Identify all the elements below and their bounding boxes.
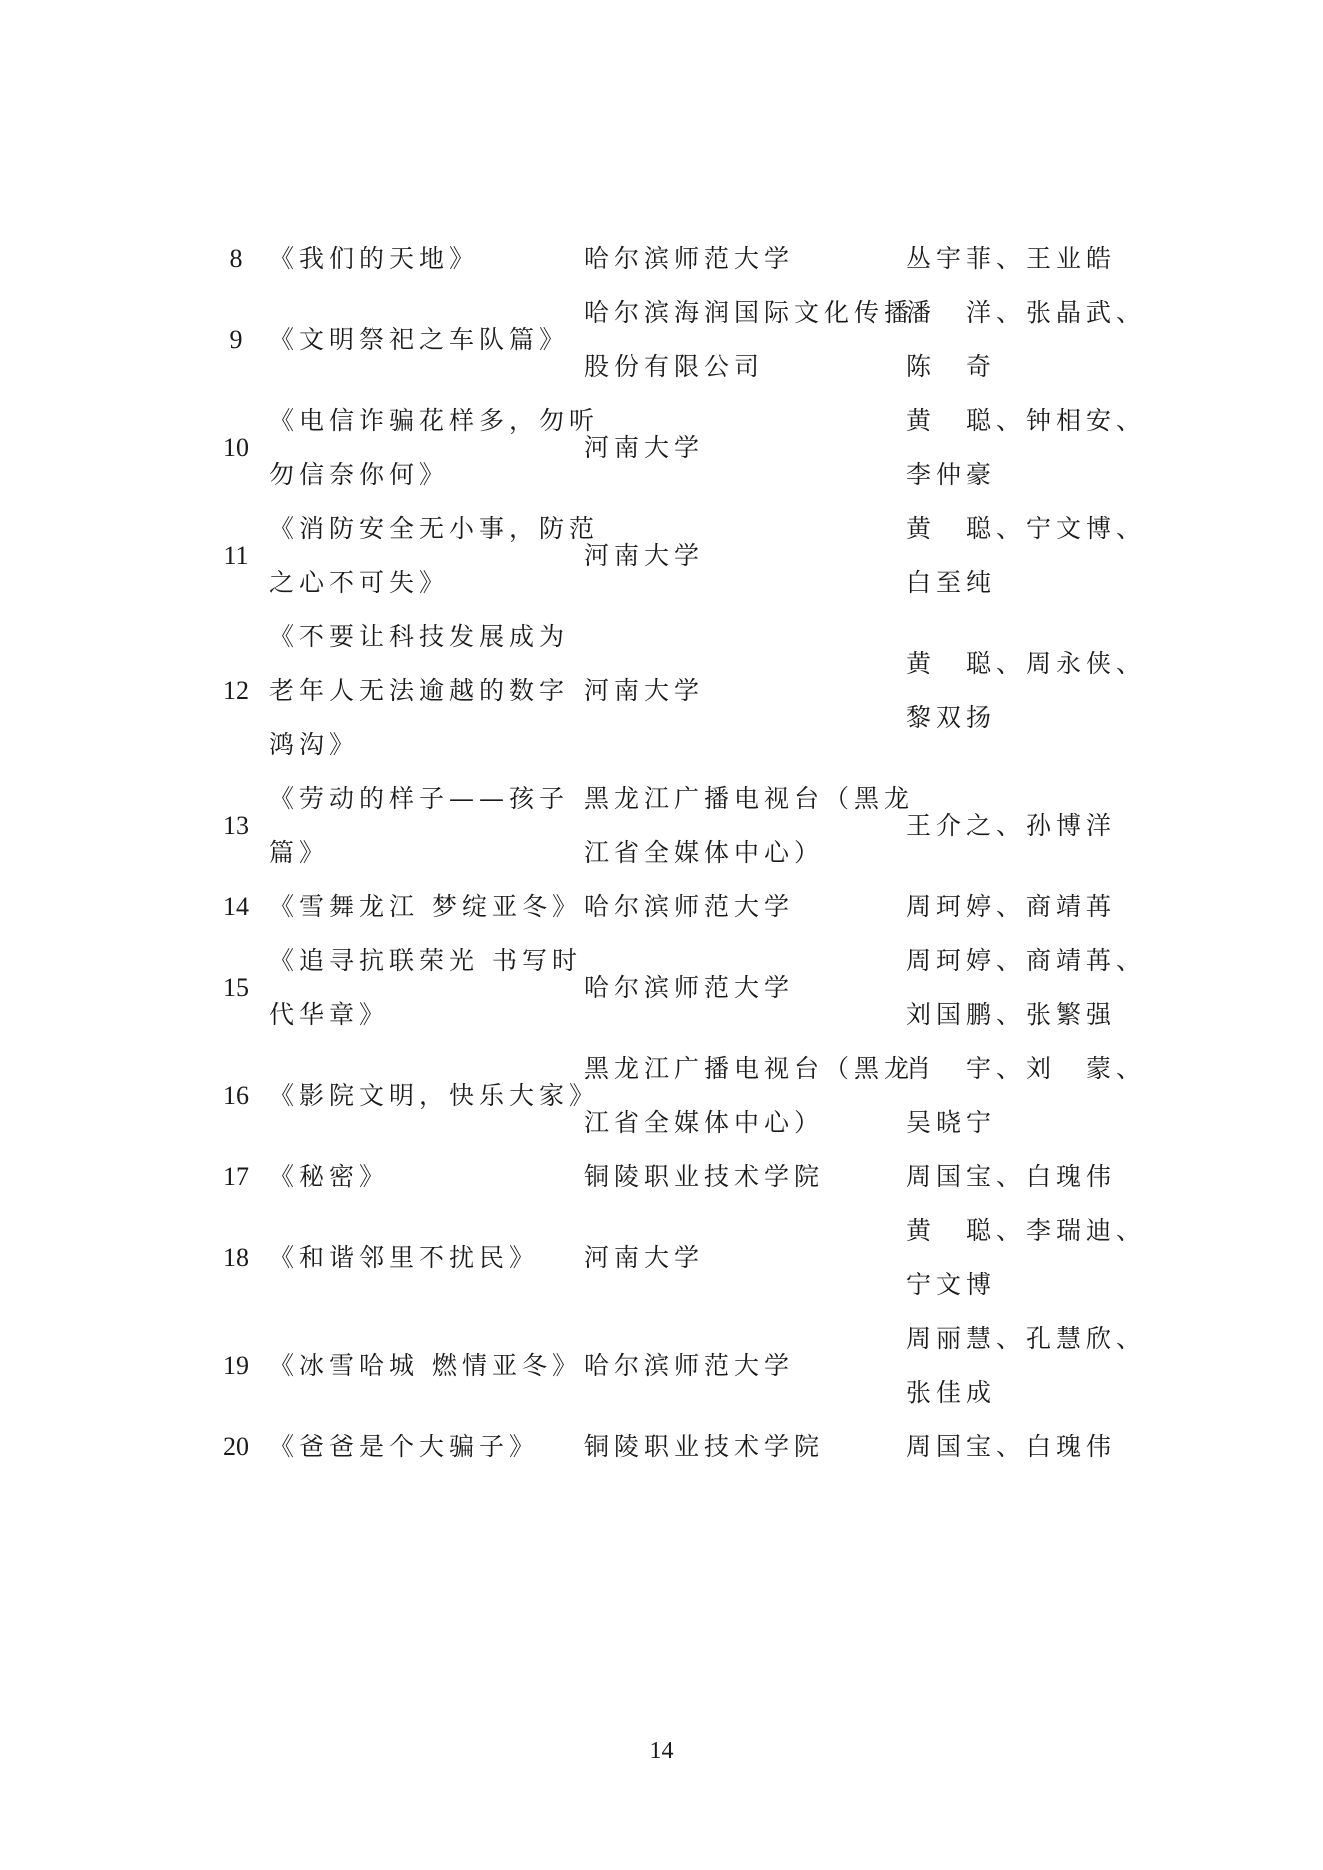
row-number: 19 <box>223 1351 249 1380</box>
authors <box>906 880 1130 934</box>
table-row <box>205 1042 1147 1150</box>
work-title-line: 《不要让科技发展成为 <box>269 622 570 651</box>
work-title <box>267 772 584 880</box>
authors <box>906 394 1147 502</box>
table-row <box>205 1150 1130 1204</box>
work-title <box>267 232 584 286</box>
work-title-line: 《影院文明，快乐大家》 <box>269 1081 600 1110</box>
authors <box>906 502 1147 610</box>
organization-line: 黑龙江广播电视台（黑龙 <box>584 784 915 813</box>
table-row <box>205 772 1130 880</box>
organization <box>584 664 906 718</box>
authors-line: 王介之、孙博洋 <box>906 811 1117 840</box>
work-title-line: 《爸爸是个大骗子》 <box>269 1432 540 1461</box>
work-title-line: 《消防安全无小事，防范 <box>269 514 600 543</box>
row-number: 15 <box>223 973 249 1002</box>
authors-line: 宁文博 <box>906 1270 997 1299</box>
table-row <box>205 610 1147 772</box>
organization-line: 哈尔滨师范大学 <box>584 244 795 273</box>
authors-line: 陈 奇 <box>906 352 997 381</box>
organization <box>584 286 915 394</box>
work-title-line: 《冰雪哈城 燃情亚冬》 <box>269 1351 582 1380</box>
organization-line: 哈尔滨海润国际文化传播 <box>584 298 915 327</box>
authors-line: 黄 聪、钟相安、 <box>906 406 1147 435</box>
work-title-line: 代华章》 <box>269 1000 390 1029</box>
table-row <box>205 1420 1130 1474</box>
work-title <box>267 1069 600 1123</box>
authors <box>906 1204 1147 1312</box>
work-title <box>267 1231 584 1285</box>
work-title <box>267 502 600 610</box>
table-row <box>205 394 1147 502</box>
row-number: 17 <box>223 1162 249 1191</box>
organization-line: 铜陵职业技术学院 <box>584 1162 825 1191</box>
authors-line: 李仲豪 <box>906 460 997 489</box>
authors <box>906 1312 1147 1420</box>
row-number: 12 <box>223 676 249 705</box>
organization-line: 哈尔滨师范大学 <box>584 1351 795 1380</box>
row-number: 18 <box>223 1243 249 1272</box>
work-title-line: 《秘密》 <box>269 1162 390 1191</box>
authors-line: 肖 宇、刘 蒙、 <box>906 1054 1147 1083</box>
work-title-line: 《和谐邻里不扰民》 <box>269 1243 540 1272</box>
organization-line: 河南大学 <box>584 676 705 705</box>
authors <box>906 1042 1147 1150</box>
work-title-line: 《文明祭祀之车队篇》 <box>269 325 570 354</box>
organization <box>584 1231 906 1285</box>
authors-line: 周国宝、白瑰伟 <box>906 1432 1117 1461</box>
work-title <box>267 313 584 367</box>
organization <box>584 232 906 286</box>
work-title-line: 勿信奈你何》 <box>269 460 450 489</box>
table-row <box>205 934 1147 1042</box>
work-title <box>267 934 584 1042</box>
organization-line: 河南大学 <box>584 541 705 570</box>
row-number: 20 <box>223 1432 249 1461</box>
page-number: 14 <box>649 1738 674 1764</box>
authors-line: 黄 聪、李瑞迪、 <box>906 1216 1147 1245</box>
row-number: 9 <box>229 325 243 354</box>
organization-line: 河南大学 <box>584 433 705 462</box>
authors-line: 黄 聪、周永侠、 <box>906 649 1147 678</box>
authors-line: 周国宝、白瑰伟 <box>906 1162 1117 1191</box>
organization-line: 哈尔滨师范大学 <box>584 892 795 921</box>
organization <box>584 961 906 1015</box>
authors-line: 白至纯 <box>906 568 997 597</box>
organization-line: 股份有限公司 <box>584 352 765 381</box>
work-title-line: 《我们的天地》 <box>269 244 480 273</box>
row-number: 16 <box>223 1081 249 1110</box>
work-title-line: 篇》 <box>269 838 330 867</box>
work-title-line: 鸿沟》 <box>269 730 360 759</box>
authors-line: 潘 洋、张晶武、 <box>906 298 1147 327</box>
work-title <box>267 1339 584 1393</box>
authors <box>906 1150 1130 1204</box>
authors <box>906 286 1147 394</box>
authors <box>906 934 1147 1042</box>
work-title-line: 《劳动的样子——孩子 <box>269 784 570 813</box>
authors <box>906 232 1130 286</box>
work-title-line: 之心不可失》 <box>269 568 450 597</box>
authors-line: 周丽慧、孔慧欣、 <box>906 1324 1147 1353</box>
authors-line: 张佳成 <box>906 1378 997 1407</box>
work-title-line: 《雪舞龙江 梦绽亚冬》 <box>269 892 582 921</box>
organization <box>584 772 915 880</box>
row-number: 14 <box>223 892 249 921</box>
authors-line: 吴晓宁 <box>906 1108 997 1137</box>
organization <box>584 1150 906 1204</box>
table-row <box>205 232 1130 286</box>
work-title-line: 《追寻抗联荣光 书写时 <box>269 946 582 975</box>
organization <box>584 1339 906 1393</box>
organization-line: 哈尔滨师范大学 <box>584 973 795 1002</box>
organization-line: 铜陵职业技术学院 <box>584 1432 825 1461</box>
table-row <box>205 502 1147 610</box>
authors-line: 刘国鹏、张繁强 <box>906 1000 1117 1029</box>
authors-line: 丛宇菲、王业皓 <box>906 244 1117 273</box>
row-number: 13 <box>223 811 249 840</box>
authors <box>906 637 1147 745</box>
organization <box>584 421 906 475</box>
organization <box>584 880 906 934</box>
organization-line: 江省全媒体中心） <box>584 1108 825 1137</box>
organization <box>584 529 906 583</box>
authors-line: 黄 聪、宁文博、 <box>906 514 1147 543</box>
authors <box>906 799 1130 853</box>
work-title-line: 《电信诈骗花样多，勿听 <box>269 406 600 435</box>
authors-line: 黎双扬 <box>906 703 997 732</box>
organization <box>584 1042 915 1150</box>
table-row <box>205 1204 1147 1312</box>
row-number: 10 <box>223 433 249 462</box>
work-title-line: 老年人无法逾越的数字 <box>269 676 570 705</box>
table-row <box>205 1312 1147 1420</box>
work-title <box>267 1150 584 1204</box>
work-title <box>267 1420 584 1474</box>
row-number: 11 <box>223 541 249 570</box>
work-title <box>267 610 584 772</box>
organization <box>584 1420 906 1474</box>
table-row <box>205 880 1130 934</box>
authors-line: 周珂婷、商靖苒 <box>906 892 1117 921</box>
organization-line: 河南大学 <box>584 1243 705 1272</box>
authors <box>906 1420 1130 1474</box>
organization-line: 江省全媒体中心） <box>584 838 825 867</box>
organization-line: 黑龙江广播电视台（黑龙 <box>584 1054 915 1083</box>
row-number: 8 <box>229 244 243 273</box>
work-title <box>267 880 584 934</box>
award-table <box>205 232 1147 1474</box>
table-row <box>205 286 1147 394</box>
authors-line: 周珂婷、商靖苒、 <box>906 946 1147 975</box>
work-title <box>267 394 600 502</box>
